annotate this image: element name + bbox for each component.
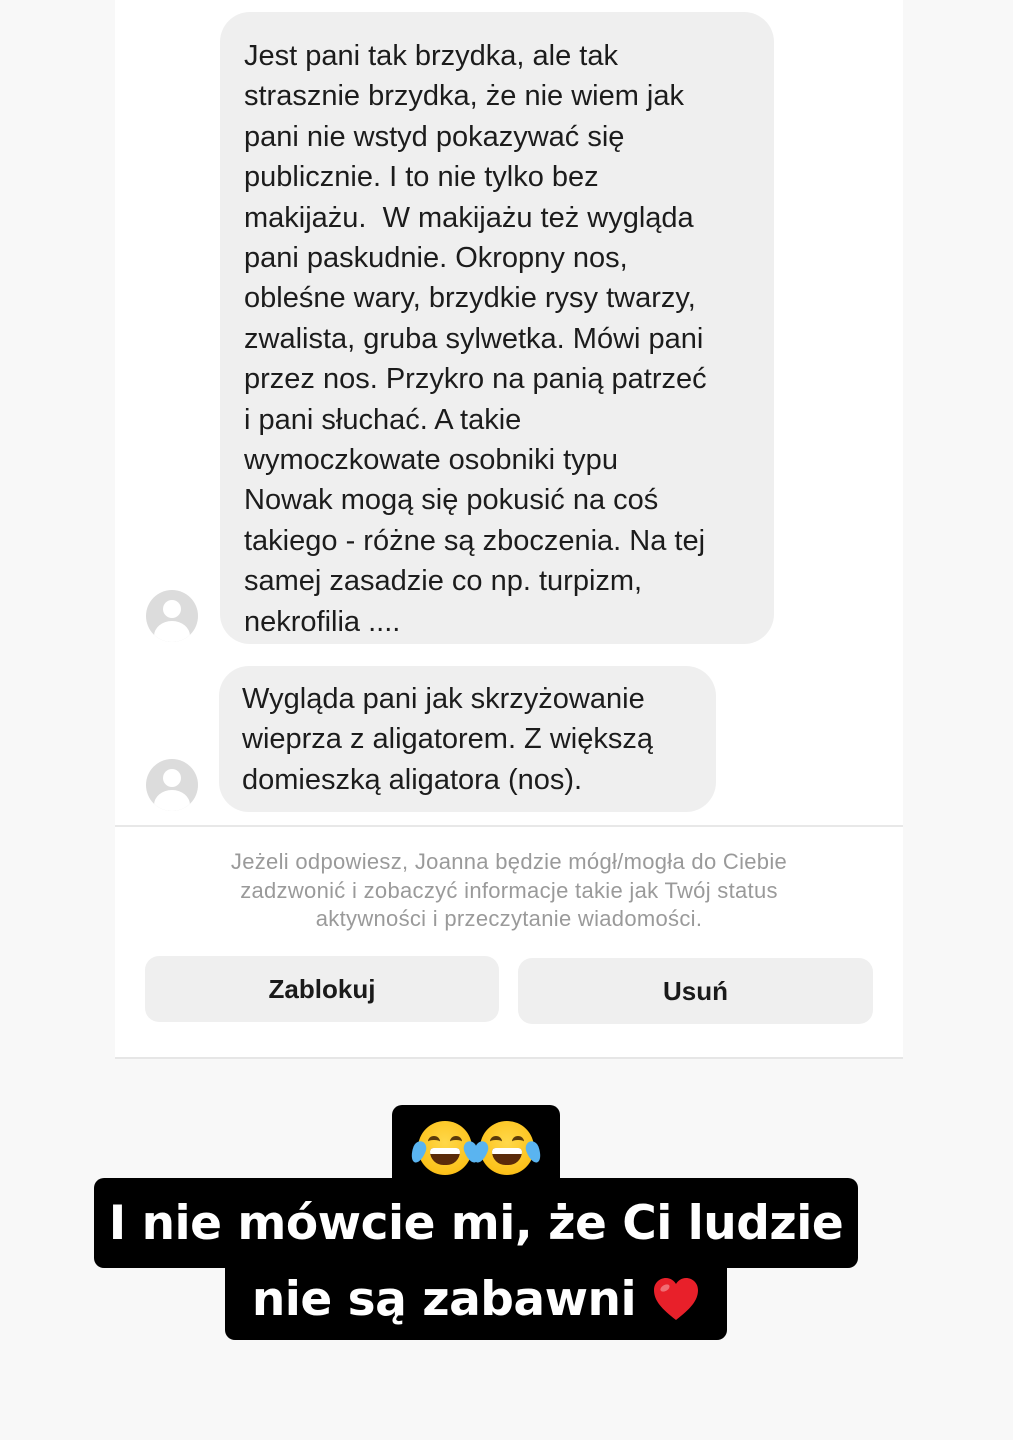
- delete-button[interactable]: Usuń: [518, 958, 873, 1024]
- message-line: wymoczkowate osobniki typu: [244, 444, 618, 477]
- message-bubble[interactable]: [219, 666, 716, 812]
- divider: [115, 825, 903, 827]
- notice-line: aktywności i przeczytanie wiadomości.: [315, 906, 703, 931]
- notice-line: Jeżeli odpowiesz, Joanna będzie mógł/mogła do Ciebie: [230, 849, 788, 874]
- message-line: domieszką aligatora (nos).: [242, 763, 583, 796]
- caption-text-line: [225, 1258, 727, 1340]
- message-line: Wygląda pani jak skrzyżowanie: [242, 683, 645, 715]
- message-line: wieprza z aligatorem. Z większą: [242, 723, 653, 756]
- message-bubble[interactable]: [220, 12, 774, 644]
- message-line: takiego - różne są zboczenia. Na tej: [244, 524, 706, 557]
- face-with-tears-of-joy-icon: [480, 1121, 534, 1175]
- caption-line-2: nie są zabawni: [251, 1271, 637, 1327]
- notice-line: zadzwonić i zobaczyć informacje takie jak Twój status: [240, 877, 778, 903]
- divider: [115, 1057, 903, 1059]
- message-line: zwalista, gruba sylwetka. Mówi pani: [244, 322, 704, 355]
- message-request-notice: [150, 848, 868, 934]
- message-line: pani nie wstyd pokazywać się: [244, 120, 625, 153]
- face-with-tears-of-joy-icon: [418, 1121, 472, 1175]
- caption-text-line: [94, 1178, 858, 1268]
- avatar-shoulders-shape: [154, 790, 190, 811]
- message-line: i pani słuchać. A takie: [244, 403, 522, 436]
- message-line: Nowak mogą się pokusić na coś: [244, 484, 659, 517]
- message-line: nekrofilia ....: [244, 605, 401, 638]
- sender-avatar[interactable]: [146, 590, 198, 642]
- message-line: publicznie. I to nie tylko bez: [244, 161, 599, 194]
- block-button[interactable]: Zablokuj: [145, 956, 499, 1022]
- avatar-head-shape: [163, 769, 181, 787]
- message-line: obleśne wary, brzydkie rysy twarzy,: [244, 282, 696, 315]
- message-line: makijażu. W makijażu też wygląda: [244, 201, 694, 234]
- message-line: przez nos. Przykro na panią patrzeć: [244, 363, 707, 396]
- red-heart-icon: [652, 1276, 700, 1322]
- message-line: Jest pani tak brzydka, ale tak: [244, 40, 618, 72]
- avatar-head-shape: [163, 600, 181, 618]
- message-line: samej zasadzie co np. turpizm,: [244, 565, 643, 598]
- sender-avatar[interactable]: [146, 759, 198, 811]
- message-line: strasznie brzydka, że nie wiem jak: [244, 80, 684, 113]
- message-line: pani paskudnie. Okropny nos,: [244, 242, 628, 275]
- caption-line-1: I nie mówcie mi, że Ci ludzie: [108, 1195, 844, 1251]
- avatar-shoulders-shape: [154, 621, 190, 642]
